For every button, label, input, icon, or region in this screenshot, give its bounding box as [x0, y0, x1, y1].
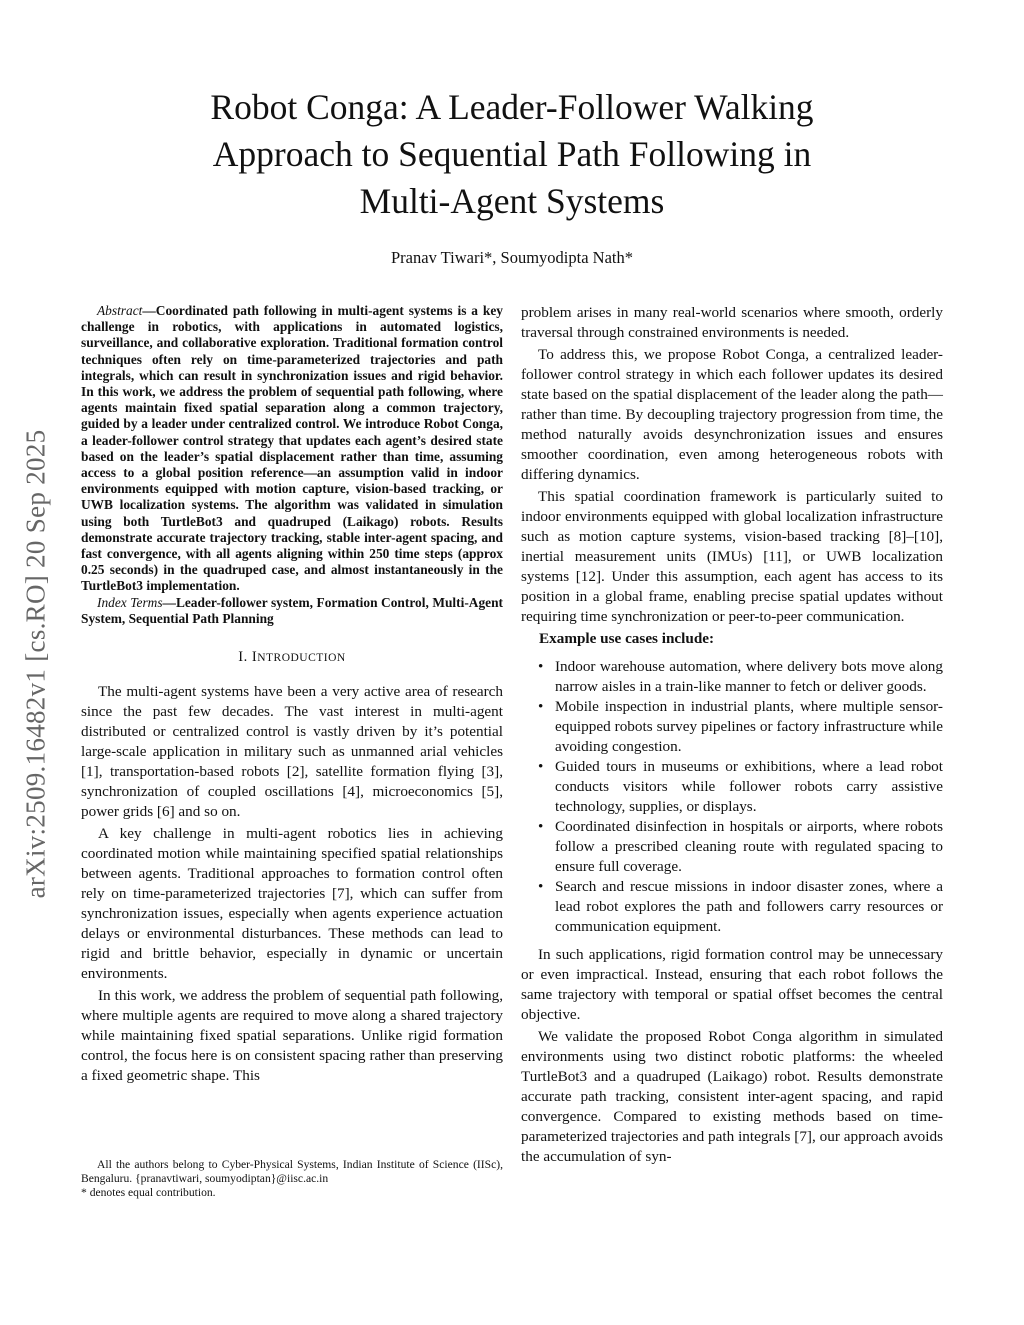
paper-title	[112, 84, 912, 225]
intro-paragraph-2: A key challenge in multi-agent robotics lies in achieving coordinated motion while maintaining specified spatial relationships between agents. Traditional approaches to formation control often rely on time-parameterized trajectories [7], which can suffer from synchronization issues, especially when agents experience actuation delays or environmental disturbances. These methods can lead to rigid and brittle behavior, especially in dynamic or uncertain environments.	[81, 825, 503, 983]
section-numeral: I.	[238, 649, 252, 666]
arxiv-identifier: arXiv:2509.16482v1 [cs.RO] 20 Sep 2025	[20, 429, 51, 899]
abstract	[81, 303, 503, 595]
right-paragraph-1: To address this, we propose Robot Conga, a centralized leader-follower control strategy in which each follower updates its desired state based on the spatial displacement of the leader along the path—rather than time. By decoupling trajectory progression from time, the method naturally avoids desynchronization issues and ensures smoother coordination, even among heterogeneous robots with differing dynamics.	[521, 346, 943, 483]
abstract-lead: Abstract	[97, 303, 143, 318]
right-paragraph-3: In such applications, rigid formation control may be unnecessary or even impractical. Instead, ensuring that each robot follows the same trajectory with temporal or spatial offset becomes the central objective.	[521, 946, 943, 1023]
intro-paragraph-3: In this work, we address the problem of sequential path following, where multiple agents are required to move along a shared trajectory while maintaining fixed spatial separations. Unlike rigid formation control, the focus here is on consistent spacing rather than preserving a fixed geometric shape. This	[81, 987, 503, 1085]
list-item: • Coordinated disinfection in hospitals or airports, where robots follow a prescribed cleaning route with regulated spacing to ensure full coverage.	[555, 817, 943, 877]
right-column	[521, 303, 943, 1169]
section-rest: NTRODUCTION	[257, 652, 346, 665]
example-use-cases-heading: Example use cases include:	[539, 630, 715, 647]
title-line-2: Approach to Sequential Path Following in	[212, 134, 812, 174]
list-item: • Guided tours in museums or exhibitions, where a lead robot conducts visitors while follower robots carry assistive technology, supplies, or displays.	[555, 757, 943, 817]
footnotes	[81, 1158, 503, 1200]
title-line-3: Multi-Agent Systems	[359, 181, 665, 221]
footnote-affiliation: All the authors belong to Cyber-Physical Systems, Indian Institute of Science (IISc), Bengaluru. {pranavtiwari, soumyodiptan}@iisc.ac.in	[81, 1158, 503, 1185]
right-paragraph-4: We validate the proposed Robot Conga algorithm in simulated environments using two distinct robotic platforms: the wheeled TurtleBot3 and a quadruped (Laikago) robot. Results demonstrate accurate path tracking, consistent inter-agent spacing, and rapid convergence. Compared to existing methods based on time-parameterized trajectories and path integrals [7], our approach avoids the accumulation of syn-	[521, 1028, 943, 1165]
list-item: • Indoor warehouse automation, where delivery bots move along narrow aisles in a train-like manner to fetch or deliver goods.	[555, 657, 943, 697]
use-case-list	[521, 657, 943, 937]
index-terms	[81, 595, 503, 627]
intro-paragraph-1: The multi-agent systems have been a very active area of research since the past few decades. The vast interest in multi-agent distributed or centralized control is vastly driven by it’s potential large-scale application in military such as unmanned arial vehicles [1], transportation-based robots [2], satellite formation flying [3], synchronization of coupled oscillations [4], microeconomics [5], power grids [6] and so on.	[81, 683, 503, 821]
section-heading-introduction	[81, 649, 503, 666]
index-terms-lead: Index Terms	[97, 594, 163, 610]
author-list: Pranav Tiwari*, Soumyodipta Nath*	[391, 248, 633, 267]
list-item: • Search and rescue missions in indoor disaster zones, where a lead robot explores the path and followers carry resources or communication equipment.	[555, 877, 943, 937]
title-line-1: Robot Conga: A Leader-Follower Walking	[210, 87, 814, 127]
continued-paragraph: problem arises in many real-world scenarios where smooth, orderly traversal through constrained environments is needed.	[521, 304, 943, 341]
right-paragraph-2: This spatial coordination framework is particularly suited to indoor environments equipped with global localization infrastructure such as motion capture systems, vision-based tracking [8]–[10], inertial measurement units (IMUs) [11], or UWB localization systems [12]. Under this assumption, each agent has access to its position in a global frame, enabling precise spatial updates without requiring time synchronization or peer-to-peer communication.	[521, 488, 943, 625]
left-column	[81, 303, 503, 1088]
index-terms-text: —Leader-follower system, Formation Control, Multi-Agent System, Sequential Path Planning	[81, 594, 503, 626]
abstract-text: —Coordinated path following in multi-agent systems is a key challenge in robotics, with applications in automated logistics, surveillance, and collaborative exploration. Traditional formation control techniques often rely on time-parameterized trajectories and path integrals, which can result in synchronization issues and rigid behavior. In this work, we address the problem of sequential path following, where agents maintain fixed spatial separation along a common trajectory, guided by a leader under centralized control. We introduce Robot Conga, a leader-follower control strategy that updates each agent’s desired state based on the leader’s spatial displacement rather than time, assuming access to a global position reference—an assumption valid in indoor environments equipped with motion capture, vision-based tracking, or UWB localization systems. The algorithm was validated in simulation using both TurtleBot3 and quadruped (Laikago) robots. Results demonstrate accurate trajectory tracking, stable inter-agent spacing, and fast convergence, with all agents aligning within 250 time steps (approx 0.25 seconds) in the quadruped case, and almost instantaneously in the TurtleBot3 implementation.	[81, 303, 503, 594]
footnote-equal-contribution: * denotes equal contribution.	[81, 1186, 216, 1199]
arxiv-side-stamp	[14, 372, 58, 956]
list-item: • Mobile inspection in industrial plants, where multiple sensor-equipped robots survey pipelines or factory infrastructure while avoiding congestion.	[555, 697, 943, 757]
section-first-letter: I	[251, 649, 258, 666]
